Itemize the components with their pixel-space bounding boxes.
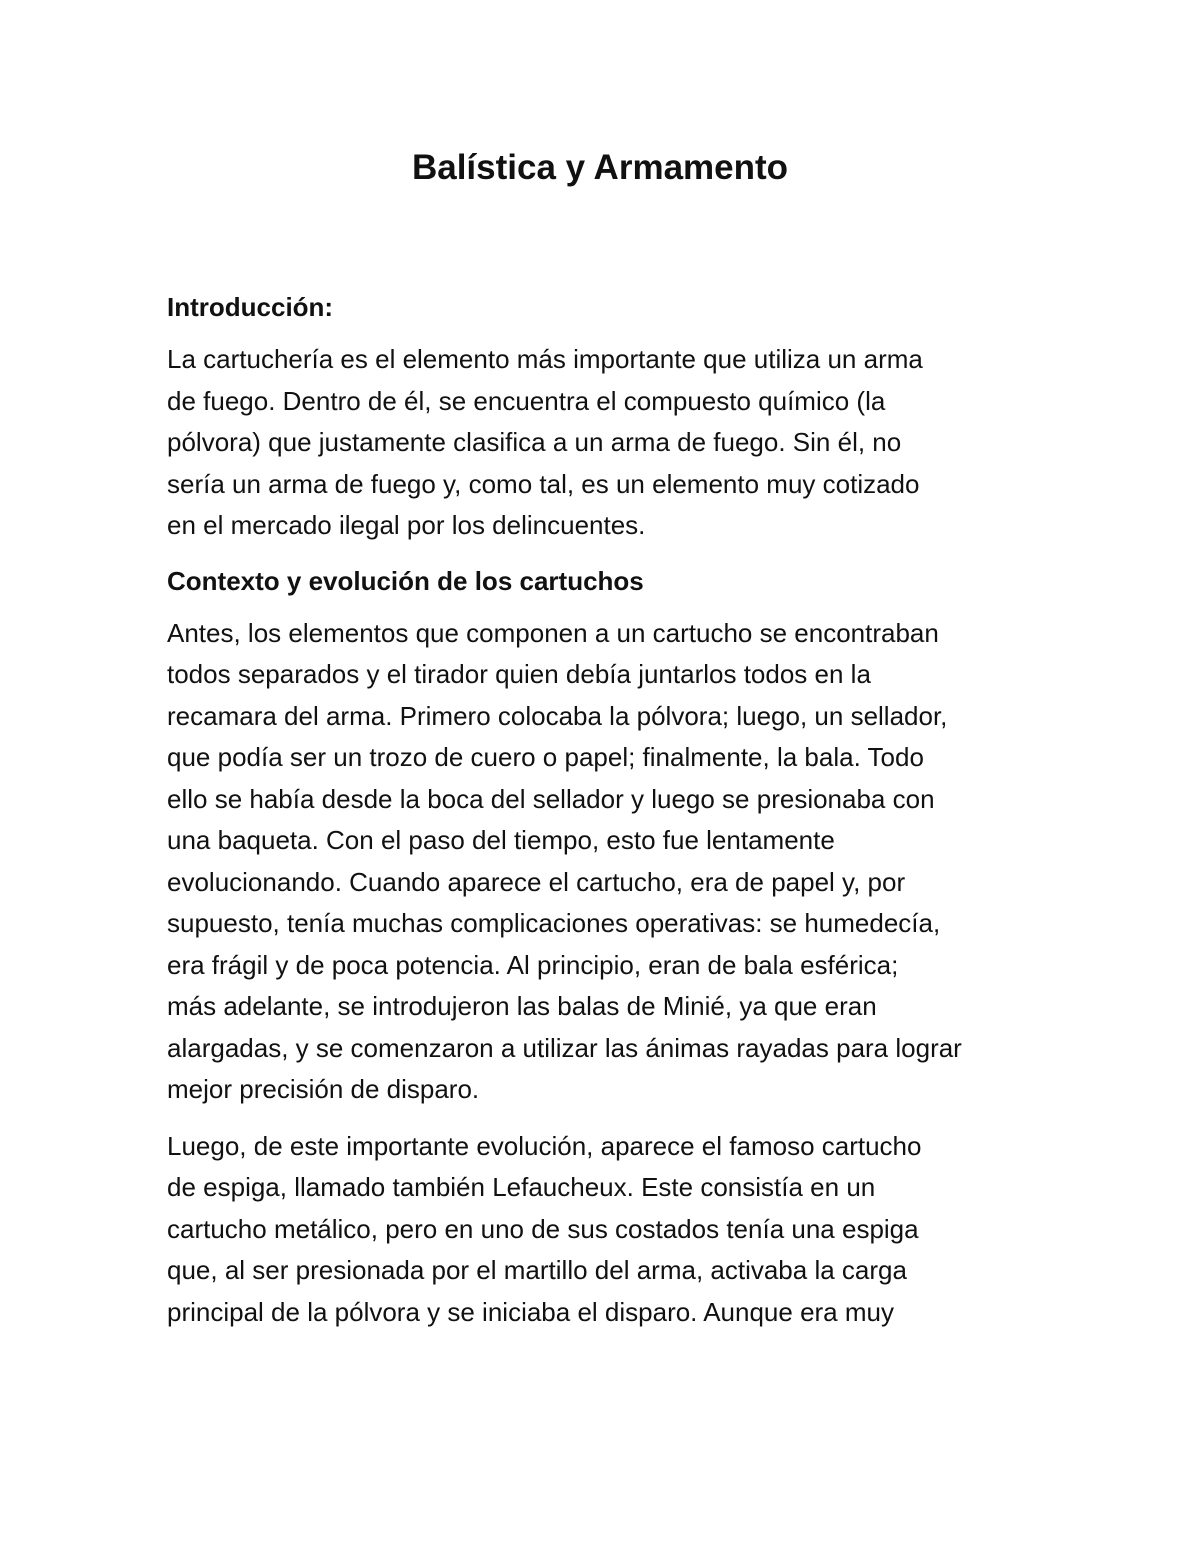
- section-heading-introduccion: Introducción:: [167, 292, 334, 322]
- document-body: [167, 287, 1047, 1333]
- paragraph-contexto-1: Antes, los elementos que componen a un cartucho se encontraban todos separados y el tirador quien debía juntarlos todos en la recamara del arma. Primero colocaba la pólvora; luego, un sellador, que podía ser un trozo de cuero o papel; finalmente, la bala. Todo ello se había desde la boca del sellador y luego se presionaba con una baqueta. Con el paso del tiempo, esto fue lentamente evolucionando. Cuando aparece el cartucho, era de papel y, por supuesto, tenía muchas complicaciones operativas: se humedecía, era frágil y de poca potencia. Al principio, eran de bala esférica; más adelante, se introdujeron las balas de Minié, ya que eran alargadas, y se comenzaron a utilizar las ánimas rayadas para lograr mejor precisión de disparo.: [167, 617, 962, 1104]
- section-heading-contexto: Contexto y evolución de los cartuchos: [167, 565, 644, 596]
- paragraph-contexto-2: Luego, de este importante evolución, aparece el famoso cartucho de espiga, llamado también Lefaucheux. Este consistía en un cartucho metálico, pero en uno de sus costados tenía una espiga que, al ser presionada por el martillo del arma, activaba la carga principal de la pólvora y se iniciaba el disparo. Aunque era muy: [167, 1130, 922, 1327]
- paragraph-introduccion: La cartuchería es el elemento más importante que utiliza un arma de fuego. Dentro de él, se encuentra el compuesto químico (la pólvora) que justamente clasifica a un arma de fuego. Sin él, no sería un arma de fuego y, como tal, es un elemento muy cotizado en el mercado ilegal por los delincuentes.: [167, 344, 923, 540]
- document-title: Balística y Armamento: [411, 148, 789, 187]
